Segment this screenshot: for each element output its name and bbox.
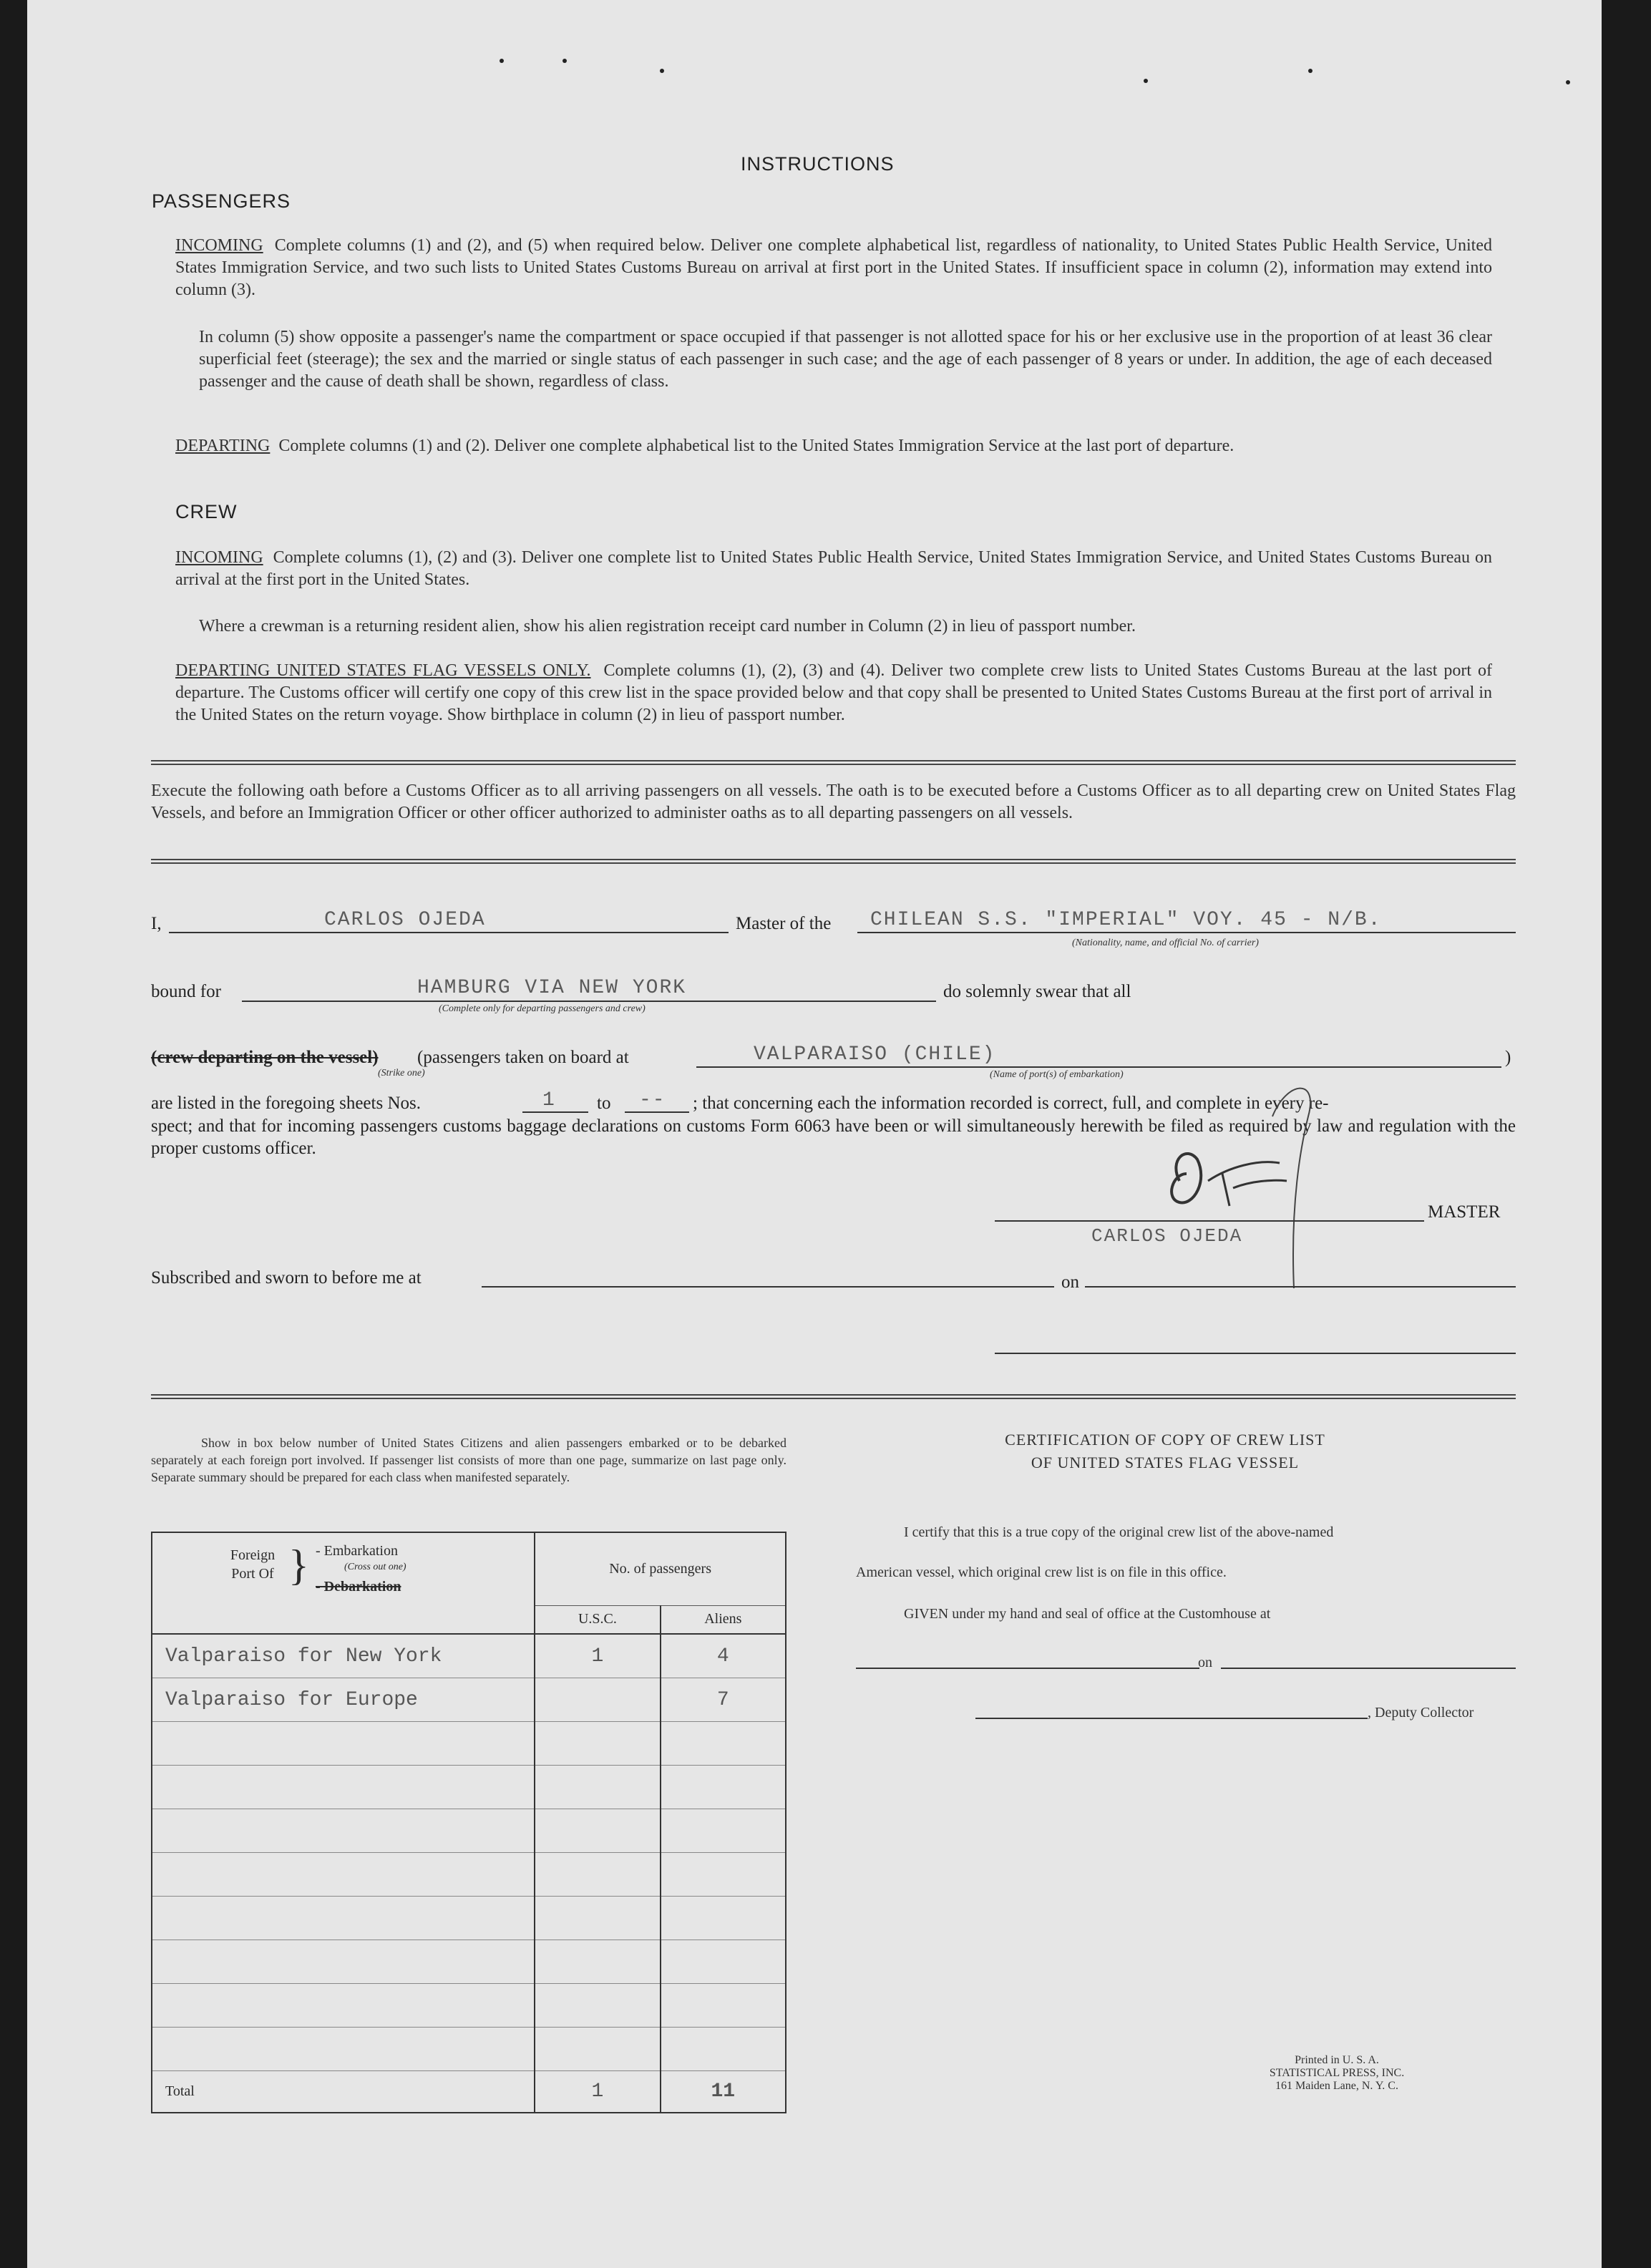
scan-speck	[1308, 69, 1312, 73]
passenger-summary-table	[151, 1532, 786, 2113]
row-port[interactable]	[152, 2028, 535, 2071]
passengers-heading: PASSENGERS	[152, 190, 291, 212]
vessel-line	[857, 932, 1516, 933]
crew-departing-label: DEPARTING UNITED STATES FLAG VESSELS ONLY.	[175, 661, 591, 680]
row-aliens[interactable]: 4	[661, 1634, 786, 1678]
row-usc[interactable]	[535, 1897, 660, 1940]
sheet-to-field[interactable]: --	[639, 1089, 666, 1111]
row-port[interactable]	[152, 1897, 535, 1940]
crew-departing-text: Complete columns (1), (2), (3) and (4). Deliver two complete crew lists to United States Customs Bureau at the last port of departure. The Customs officer will certify one copy of this crew list in the space provided below and that copy shall be presented to United States Customs Bureau at the first port of arrival in the United States on the return voyage. Show birthplace in column (2) in lieu of passport number.	[175, 661, 1492, 724]
row-usc[interactable]	[535, 1678, 660, 1722]
master-signature-line	[995, 1220, 1424, 1222]
certification-title-line-1: CERTIFICATION OF COPY OF CREW LIST	[1005, 1431, 1325, 1449]
row-aliens[interactable]	[661, 1766, 786, 1809]
table-row	[152, 1853, 786, 1897]
master-name-field[interactable]: CARLOS OJEDA	[324, 909, 486, 931]
passenger-incoming-text: Complete columns (1) and (2), and (5) when required below. Deliver one complete alphabetical list, regardless of nationality, to United States Public Health Service, United States Immigration Service, and two such lists to United States Customs Bureau on arrival at first port in the United States. If insufficient space in column (2), information may extend into column (3).	[175, 236, 1493, 299]
subscribed-date-line[interactable]	[1085, 1286, 1516, 1288]
crew-returning-instruction: Where a crewman is a returning resident alien, show his alien registration receipt card number in Column (2) in lieu of passport number.	[199, 617, 1136, 636]
row-usc[interactable]	[535, 1853, 660, 1897]
master-label: MASTER	[1428, 1202, 1501, 1222]
master-of-label: Master of the	[736, 914, 832, 933]
row-port[interactable]	[152, 1766, 535, 1809]
deputy-collector-label: , Deputy Collector	[1368, 1705, 1474, 1721]
scan-speck	[1144, 79, 1148, 83]
row-aliens[interactable]	[661, 1984, 786, 2028]
printer-line-2: STATISTICAL PRESS, INC.	[1269, 2067, 1405, 2079]
subscribed-on-label: on	[1061, 1272, 1079, 1292]
form-page	[27, 0, 1602, 2268]
row-port[interactable]	[152, 1722, 535, 1766]
divider	[151, 760, 1516, 765]
statement-line-1: ; that concerning each the information recorded is correct, full, and complete in every re-	[693, 1094, 1329, 1113]
strike-caption: (Strike one)	[378, 1068, 425, 1079]
table-row	[152, 1897, 786, 1940]
row-usc[interactable]	[535, 1940, 660, 1984]
master-signature	[1165, 1074, 1337, 1288]
total-row	[152, 2071, 786, 2113]
row-port[interactable]	[152, 1809, 535, 1853]
row-port[interactable]	[152, 1984, 535, 2028]
table-row	[152, 1809, 786, 1853]
no-passengers-header: No. of passengers	[535, 1532, 786, 1605]
row-aliens[interactable]	[661, 2028, 786, 2071]
passenger-departing-text: Complete columns (1) and (2). Deliver one complete alphabetical list to the United States Immigration Service at the last port of departure.	[278, 437, 1234, 455]
table-row	[152, 2028, 786, 2071]
table-row	[152, 1984, 786, 2028]
bound-for-line	[242, 1001, 936, 1002]
oath-instruction: Execute the following oath before a Customs Officer as to all arriving passengers on all vessels. The oath is to be executed before a Customs Officer as to all departing crew on United States Flag Vessels, and before an Immigration Officer or other officer authorized to administer oaths as to all departing passengers on all vessels.	[151, 782, 1516, 822]
subscribed-label: Subscribed and sworn to before me at	[151, 1268, 422, 1288]
row-aliens[interactable]	[661, 1897, 786, 1940]
row-usc[interactable]	[535, 1766, 660, 1809]
summary-instruction: Show in box below number of United States Citizens and alien passengers embarked or to be debarked separately at each foreign port involved. If passenger list consists of more than one page, summarize on last page only. Separate summary should be prepared for each class when manifested separately.	[151, 1436, 786, 1484]
deputy-collector-line[interactable]	[975, 1718, 1368, 1719]
vessel-caption: (Nationality, name, and official No. of carrier)	[1072, 938, 1259, 948]
embarkation-label: - Embarkation	[316, 1543, 398, 1559]
typed-master-name: CARLOS OJEDA	[1091, 1225, 1243, 1247]
sheet-from-line	[522, 1111, 588, 1113]
passenger-column5-instruction: In column (5) show opposite a passenger's name the compartment or space occupied if that passenger is not allotted space for his or her exclusive use in the proportion of at least 36 clear superficial feet (steerage); the sex and the married or single status of each passenger in such case; and the age of each passenger of 8 years or under. In addition, the age of each deceased passenger and the cause of death shall be shown, regardless of class.	[199, 328, 1492, 391]
certification-text-2: American vessel, which original crew list is on file in this office.	[856, 1564, 1227, 1580]
row-aliens[interactable]: 7	[661, 1678, 786, 1722]
passengers-taken-label: (passengers taken on board at	[417, 1048, 629, 1067]
divider	[151, 1394, 1516, 1399]
brace: }	[288, 1542, 309, 1589]
printer-imprint	[1229, 2054, 1444, 2093]
total-aliens[interactable]: 11	[661, 2071, 786, 2113]
port-line	[696, 1066, 1501, 1068]
crew-departing-instruction	[175, 660, 1492, 726]
total-label: Total	[152, 2071, 535, 2113]
to-label: to	[597, 1094, 611, 1113]
sheet-to-line	[625, 1111, 689, 1113]
row-usc[interactable]	[535, 2028, 660, 2071]
row-usc[interactable]: 1	[535, 1634, 660, 1678]
row-aliens[interactable]	[661, 1722, 786, 1766]
table-row	[152, 1940, 786, 1984]
swear-label: do solemnly swear that all	[943, 982, 1131, 1001]
customhouse-line[interactable]	[856, 1668, 1199, 1669]
passenger-departing-instruction	[175, 435, 1492, 457]
row-aliens[interactable]	[661, 1853, 786, 1897]
statement-line-2: spect; and that for incoming passengers customs baggage declarations on customs Form 6063 have been or will simultaneously herewith be filed as required by law and regulation with the proper customs officer.	[151, 1116, 1516, 1158]
row-port[interactable]	[152, 1940, 535, 1984]
sheet-from-field[interactable]: 1	[542, 1089, 556, 1111]
crew-incoming-text: Complete columns (1), (2) and (3). Deliver one complete list to United States Public Health Service, United States Immigration Service, and United States Customs Bureau on arrival at the first port in the United States.	[175, 548, 1492, 589]
master-name-line	[169, 932, 729, 933]
printer-line-3: 161 Maiden Lane, N. Y. C.	[1275, 2080, 1398, 2092]
officer-signature-line[interactable]	[995, 1353, 1516, 1354]
cross-out-label: (Cross out one)	[344, 1562, 406, 1572]
bound-for-caption: (Complete only for departing passengers and crew)	[439, 1003, 646, 1014]
bound-for-field[interactable]: HAMBURG VIA NEW YORK	[417, 977, 687, 999]
crew-incoming-instruction	[175, 547, 1492, 591]
row-aliens[interactable]	[661, 1940, 786, 1984]
row-port[interactable]: Valparaiso for Europe	[152, 1678, 535, 1722]
table-row	[152, 1634, 786, 1678]
oath-i-label: I,	[151, 914, 162, 933]
table-row	[152, 1678, 786, 1722]
scan-speck	[1566, 80, 1570, 84]
foreign-port-of: Foreign Port Of	[230, 1547, 276, 1582]
crew-incoming-label: INCOMING	[175, 548, 263, 567]
table-row	[152, 1722, 786, 1766]
row-usc[interactable]	[535, 1809, 660, 1853]
row-usc[interactable]	[535, 1722, 660, 1766]
row-aliens[interactable]	[661, 1809, 786, 1853]
scan-speck	[562, 59, 567, 63]
passenger-departing-label: DEPARTING	[175, 437, 271, 455]
row-port[interactable]: Valparaiso for New York	[152, 1634, 535, 1678]
certification-title	[843, 1429, 1487, 1474]
vessel-field[interactable]: CHILEAN S.S. "IMPERIAL" VOY. 45 - N/B.	[870, 909, 1382, 931]
table-row	[152, 1766, 786, 1809]
bound-for-label: bound for	[151, 982, 221, 1001]
scan-speck	[660, 69, 664, 73]
crew-heading: CREW	[175, 501, 238, 522]
passenger-incoming-label: INCOMING	[175, 236, 263, 255]
instructions-title: INSTRUCTIONS	[741, 153, 895, 175]
scan-speck	[500, 59, 504, 63]
crew-departing-struck: (crew departing on the vessel)	[151, 1048, 379, 1067]
debarkation-label: - Debarkation	[316, 1579, 401, 1595]
certification-text-1: I certify that this is a true copy of the original crew list of the above-named	[904, 1524, 1334, 1540]
passenger-incoming-instruction	[175, 235, 1492, 301]
certification-given: GIVEN under my hand and seal of office at the Customhouse at	[904, 1606, 1271, 1622]
usc-header: U.S.C.	[535, 1605, 660, 1634]
certification-on-label: on	[1198, 1655, 1212, 1670]
certification-title-line-2: OF UNITED STATES FLAG VESSEL	[1031, 1454, 1300, 1471]
subscribed-place-line[interactable]	[482, 1286, 1054, 1288]
aliens-header: Aliens	[661, 1605, 786, 1634]
row-port[interactable]	[152, 1853, 535, 1897]
port-caption: (Name of port(s) of embarkation)	[990, 1069, 1124, 1080]
port-header-cell	[152, 1532, 535, 1634]
total-usc[interactable]: 1	[535, 2071, 660, 2113]
port-field[interactable]: VALPARAISO (CHILE)	[754, 1043, 996, 1066]
printer-line-1: Printed in U. S. A.	[1295, 2054, 1379, 2066]
row-usc[interactable]	[535, 1984, 660, 2028]
close-paren: )	[1505, 1048, 1511, 1067]
divider	[151, 859, 1516, 864]
listed-label: are listed in the foregoing sheets Nos.	[151, 1094, 421, 1113]
certification-date-line[interactable]	[1221, 1668, 1516, 1669]
